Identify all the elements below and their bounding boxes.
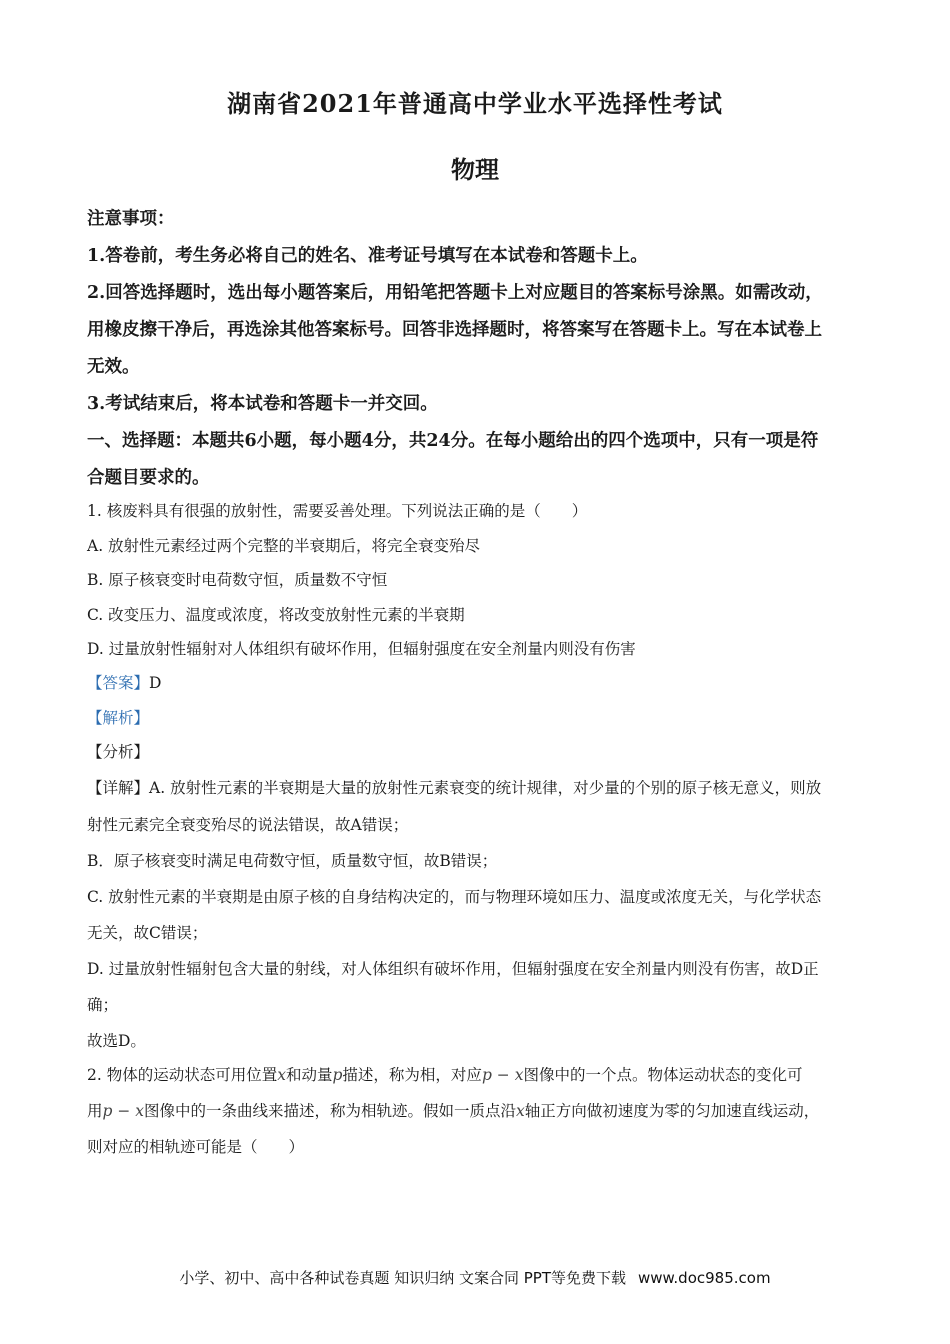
footer-text: 小学、初中、高中各种试卷真题 知识归纳 文案合同 PPT等免费下载 [179, 1269, 626, 1287]
q2-text: 图像中的一条曲线来描述，称为相轨迹。假如一质点沿 [144, 1102, 517, 1120]
note-2-line-2: 用橡皮擦干净后，再选涂其他答案标号。回答非选择题时，将答案写在答题卡上。写在本试卷上 [87, 320, 822, 340]
detail-d-line-1: D. 过量放射性辐射包含大量的射线，对人体组织有破坏作用，但辐射强度在安全剂量内则没有伤害，故D正 [87, 960, 819, 978]
q1-option-a: A. 放射性元素经过两个完整的半衰期后，将完全衰变殆尽 [87, 537, 481, 555]
q2-text: 和动量 [285, 1066, 333, 1084]
q2-text: 描述，称为相，对应 [342, 1066, 482, 1084]
exam-title: 湖南省2021年普通高中学业水平选择性考试 [227, 89, 723, 118]
exam-subject: 物理 [451, 155, 499, 184]
q2-text: 用 [87, 1102, 103, 1120]
answer-value: D [149, 674, 162, 692]
q1-option-d: D. 过量放射性辐射对人体组织有破坏作用，但辐射强度在安全剂量内则没有伤害 [87, 640, 636, 658]
detail-conclusion: 故选D。 [87, 1032, 146, 1050]
detail-a-text: A. 放射性元素的半衰期是大量的放射性元素衰变的统计规律，对少量的个别的原子核无意义，则放 [149, 779, 822, 797]
var-x: x [516, 1102, 525, 1120]
q2-line-1 [87, 1063, 865, 1085]
section-heading-line-1: 一、选择题：本题共6小题，每小题4分，共24分。在每小题给出的四个选项中，只有一项是符 [87, 431, 819, 451]
q2-line-3: 则对应的相轨迹可能是（ ） [87, 1138, 305, 1156]
detail-a-line-2: 射性元素完全衰变殆尽的说法错误，故A错误； [87, 816, 409, 834]
detail-d-line-2: 确； [87, 996, 119, 1014]
q2-text: 轴正方向做初速度为零的匀加速直线运动， [524, 1102, 820, 1120]
q1-stem: 1. 核废料具有很强的放射性，需要妥善处理。下列说法正确的是（ ） [87, 502, 588, 520]
q1-answer [87, 671, 865, 693]
note-2-line-1: 2.回答选择题时，选出每小题答案后，用铅笔把答题卡上对应题目的答案标号涂黑。如需改动， [87, 283, 823, 303]
detail-b: B．原子核衰变时满足电荷数守恒，质量数守恒，故B错误； [87, 852, 498, 870]
var-p: p [332, 1066, 343, 1084]
xiangjie-tag: 【详解】 [87, 779, 150, 797]
jiexi-tag: 【解析】 [87, 709, 150, 727]
notes-heading: 注意事项： [87, 209, 175, 229]
note-3: 3.考试结束后，将本试卷和答题卡一并交回。 [87, 394, 438, 414]
detail-c-line-1: C. 放射性元素的半衰期是由原子核的自身结构决定的，而与物理环境如压力、温度或浓度无关，与化学状态 [87, 888, 822, 906]
detail-a-line-1 [87, 776, 865, 798]
var-x: x [277, 1066, 286, 1084]
footer-url[interactable]: www.doc985.com [637, 1269, 771, 1287]
footer [0, 1267, 950, 1288]
var-p-x: p − x [481, 1066, 524, 1084]
var-p-x: p − x [102, 1102, 145, 1120]
q2-text: 2. 物体的运动状态可用位置 [87, 1066, 278, 1084]
note-1: 1.答卷前，考生务必将自己的姓名、准考证号填写在本试卷和答题卡上。 [87, 246, 648, 266]
fenxi-tag: 【分析】 [87, 743, 150, 761]
detail-c-line-2: 无关，故C错误； [87, 924, 208, 942]
q1-option-b: B. 原子核衰变时电荷数守恒，质量数不守恒 [87, 571, 388, 589]
section-heading-line-2: 合题目要求的。 [87, 468, 210, 488]
answer-tag: 【答案】 [87, 674, 150, 692]
q2-text: 图像中的一个点。物体运动状态的变化可 [523, 1066, 803, 1084]
q1-option-c: C. 改变压力、温度或浓度，将改变放射性元素的半衰期 [87, 606, 465, 624]
q2-line-2 [87, 1099, 865, 1121]
note-2-line-3: 无效。 [87, 357, 140, 377]
